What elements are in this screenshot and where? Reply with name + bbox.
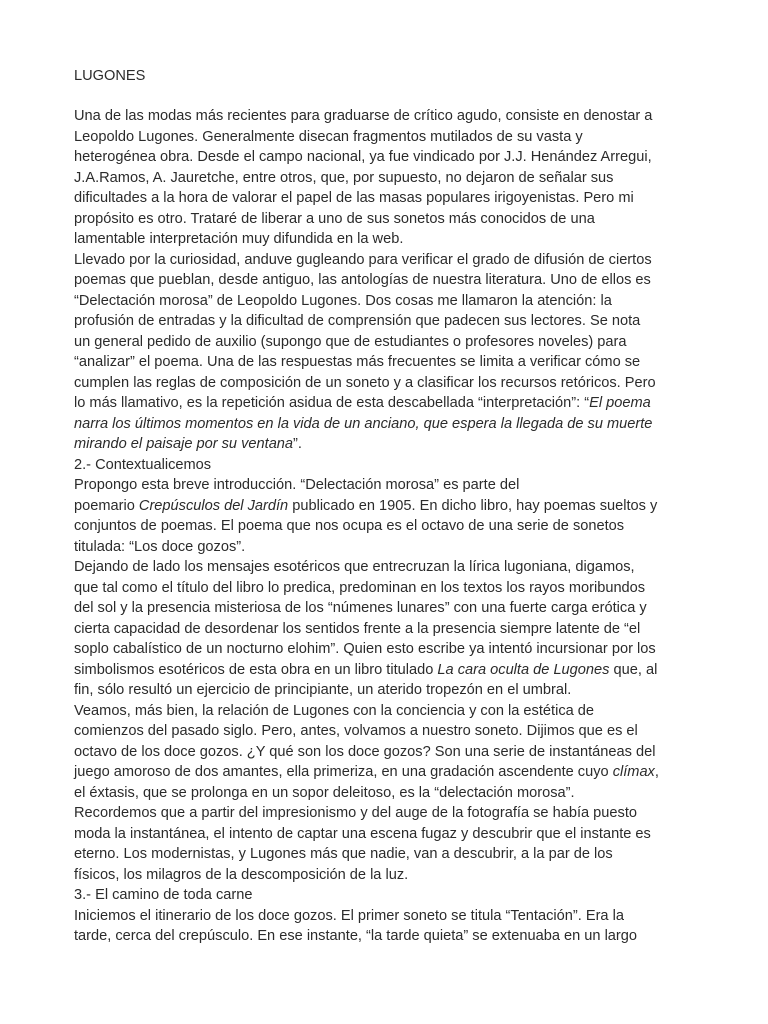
text-line	[74, 516, 698, 537]
text-run: Veamos, más bien, la relación de Lugones con la conciencia y con la estética de	[74, 702, 595, 719]
text-run: conjuntos de poemas. El poema que nos ocupa es el octavo de una serie de sonetos	[74, 518, 625, 534]
text-run: propósito es otro. Trataré de liberar a uno de sus sonetos más conocidos de una	[74, 210, 595, 227]
italic-text-run: La cara oculta de Lugones	[437, 661, 610, 678]
text-run: poemario	[74, 497, 139, 514]
italic-text-run: narra los últimos momentos en la vida de un anciano, que espera la llegada de su muerte	[74, 415, 653, 432]
text-run: un general pedido de auxilio (supongo que de estudiantes o profesores noveles) para	[74, 333, 627, 350]
text-run: Una de las modas más recientes para graduarse de crítico agudo, consiste en denostar a	[74, 108, 653, 124]
italic-text-run: mirando el paisaje por su ventana	[74, 436, 294, 452]
text-line	[74, 762, 698, 783]
text-run: 2.- Contextualicemos	[74, 456, 212, 473]
text-run: lamentable interpretación muy difundida en la web.	[74, 231, 404, 247]
document-body	[74, 106, 698, 947]
text-run: profusión de entradas y la dificultad de comprensión que padecen sus lectores. Se nota	[74, 313, 641, 329]
text-run: moda la instantánea, el intento de captar una escena fugaz y descubrir que el instante es	[74, 825, 651, 842]
text-line	[74, 660, 698, 681]
text-run: cierta capacidad de desordenar los sentidos frente a la presencia siempre latente de “el	[74, 620, 641, 637]
text-line	[74, 414, 698, 435]
text-run: Leopoldo Lugones. Generalmente disecan fragmentos mutilados de su vasta y	[74, 128, 583, 145]
text-line	[74, 578, 698, 599]
text-run: “Delectación morosa” de Leopoldo Lugones. Dos cosas me llamaron la atención: la	[74, 292, 612, 309]
text-run: publicado en 1905. En dicho libro, hay poemas sueltos y	[288, 497, 658, 514]
text-run: Iniciemos el itinerario de los doce gozos. El primer soneto se titula “Tentación”. Era la	[74, 907, 624, 924]
text-line	[74, 557, 698, 578]
text-run: “analizar” el poema. Una de las respuestas más frecuentes se limita a verificar cómo se	[74, 354, 641, 370]
text-run: juego amoroso de dos amantes, ella primeriza, en una gradación ascendente cuyo	[74, 764, 613, 780]
text-line	[74, 332, 698, 353]
text-run: fin, sólo resultó un ejercicio de principiante, un aterido tropezón en el umbral.	[74, 682, 572, 698]
text-run: Recordemos que a partir del impresionismo y del auge de la fotografía se había puesto	[74, 805, 637, 821]
text-run: simbolismos esotéricos de esta obra en un libro titulado	[74, 661, 438, 678]
text-line	[74, 844, 698, 865]
text-line	[74, 885, 698, 906]
text-line	[74, 127, 698, 148]
italic-text-run: El poema	[589, 395, 651, 411]
italic-text-run: clímax	[612, 764, 655, 780]
italic-text-run: Crepúsculos del Jardín	[138, 497, 289, 514]
text-run: ”.	[293, 436, 302, 452]
text-run: eterno. Los modernistas, y Lugones más que nadie, van a descubrir, a la par de los	[74, 846, 613, 862]
text-line	[74, 639, 698, 660]
text-line	[74, 680, 698, 701]
text-run: lo más llamativo, es la repetición asidua de esta descabellada “interpretación”: “	[74, 395, 590, 411]
text-line	[74, 147, 698, 168]
text-run: soplo cabalístico de un nocturno elohim”. Quien esto escribe ya intentó incursionar por los	[74, 641, 656, 657]
text-line	[74, 270, 698, 291]
text-run: comienzos del pasado siglo. Pero, antes, volvamos a nuestro soneto. Dijimos que es el	[74, 723, 638, 739]
text-line	[74, 496, 698, 517]
text-line	[74, 188, 698, 209]
text-run: que tal como el título del libro lo predica, predominan en los textos los rayos moribundos	[74, 579, 646, 596]
text-line	[74, 106, 698, 127]
text-line	[74, 926, 698, 947]
text-run: dificultades a la hora de valorar el papel de las masas populares irigoyenistas. Pero mi	[74, 190, 634, 206]
text-run: J.A.Ramos, A. Jauretche, entre otros, que, por supuesto, no dejaron de señalar sus	[74, 169, 614, 186]
text-run: tarde, cerca del crepúsculo. En ese instante, “la tarde quieta” se extenuaba en un largo	[74, 928, 638, 944]
text-run: físicos, los milagros de la descomposición de la luz.	[74, 866, 409, 883]
text-run: poemas que pueblan, desde antiguo, las antologías de nuestra literatura. Uno de ellos es	[74, 272, 651, 288]
text-line	[74, 209, 698, 230]
text-line	[74, 598, 698, 619]
text-run: Propongo esta breve introducción. “Delectación morosa” es parte del	[74, 477, 520, 493]
text-run: ,	[654, 764, 659, 780]
text-line	[74, 803, 698, 824]
text-run: heterogénea obra. Desde el campo nacional, ya fue vindicado por J.J. Henández Arregui,	[74, 149, 652, 165]
text-line	[74, 434, 698, 455]
document-title: LUGONES	[74, 68, 146, 84]
text-line	[74, 701, 698, 722]
text-line	[74, 352, 698, 373]
text-line	[74, 742, 698, 763]
text-line	[74, 291, 698, 312]
text-run: Llevado por la curiosidad, anduve gugleando para verificar el grado de difusión de ciertos	[74, 251, 652, 268]
text-line	[74, 906, 698, 927]
text-line	[74, 311, 698, 332]
text-line	[74, 229, 698, 250]
text-line	[74, 619, 698, 640]
text-run: el éxtasis, que se prolonga en un sopor deleitoso, es la “delectación morosa”.	[74, 784, 575, 801]
text-run: titulada: “Los doce gozos”.	[74, 538, 246, 555]
text-run: octavo de los doce gozos. ¿Y qué son los doce gozos? Son una serie de instantáneas del	[74, 743, 656, 760]
text-run: que, al	[609, 661, 658, 678]
text-line	[74, 373, 698, 394]
text-line	[74, 824, 698, 845]
text-line	[74, 455, 698, 476]
text-run: del sol y la presencia misteriosa de los “númenes lunares” con una fuerte carga erótica y	[74, 600, 647, 616]
text-line	[74, 250, 698, 271]
text-line	[74, 393, 698, 414]
text-line	[74, 168, 698, 189]
text-run: Dejando de lado los mensajes esotéricos que entrecruzan la lírica lugoniana, digamos,	[74, 559, 635, 575]
text-line	[74, 783, 698, 804]
text-run: cumplen las reglas de composición de un soneto y a clasificar los recursos retóricos. Pero	[74, 374, 656, 391]
text-line	[74, 537, 698, 558]
text-line	[74, 721, 698, 742]
text-line	[74, 475, 698, 496]
text-run: 3.- El camino de toda carne	[74, 887, 253, 903]
text-line	[74, 865, 698, 886]
